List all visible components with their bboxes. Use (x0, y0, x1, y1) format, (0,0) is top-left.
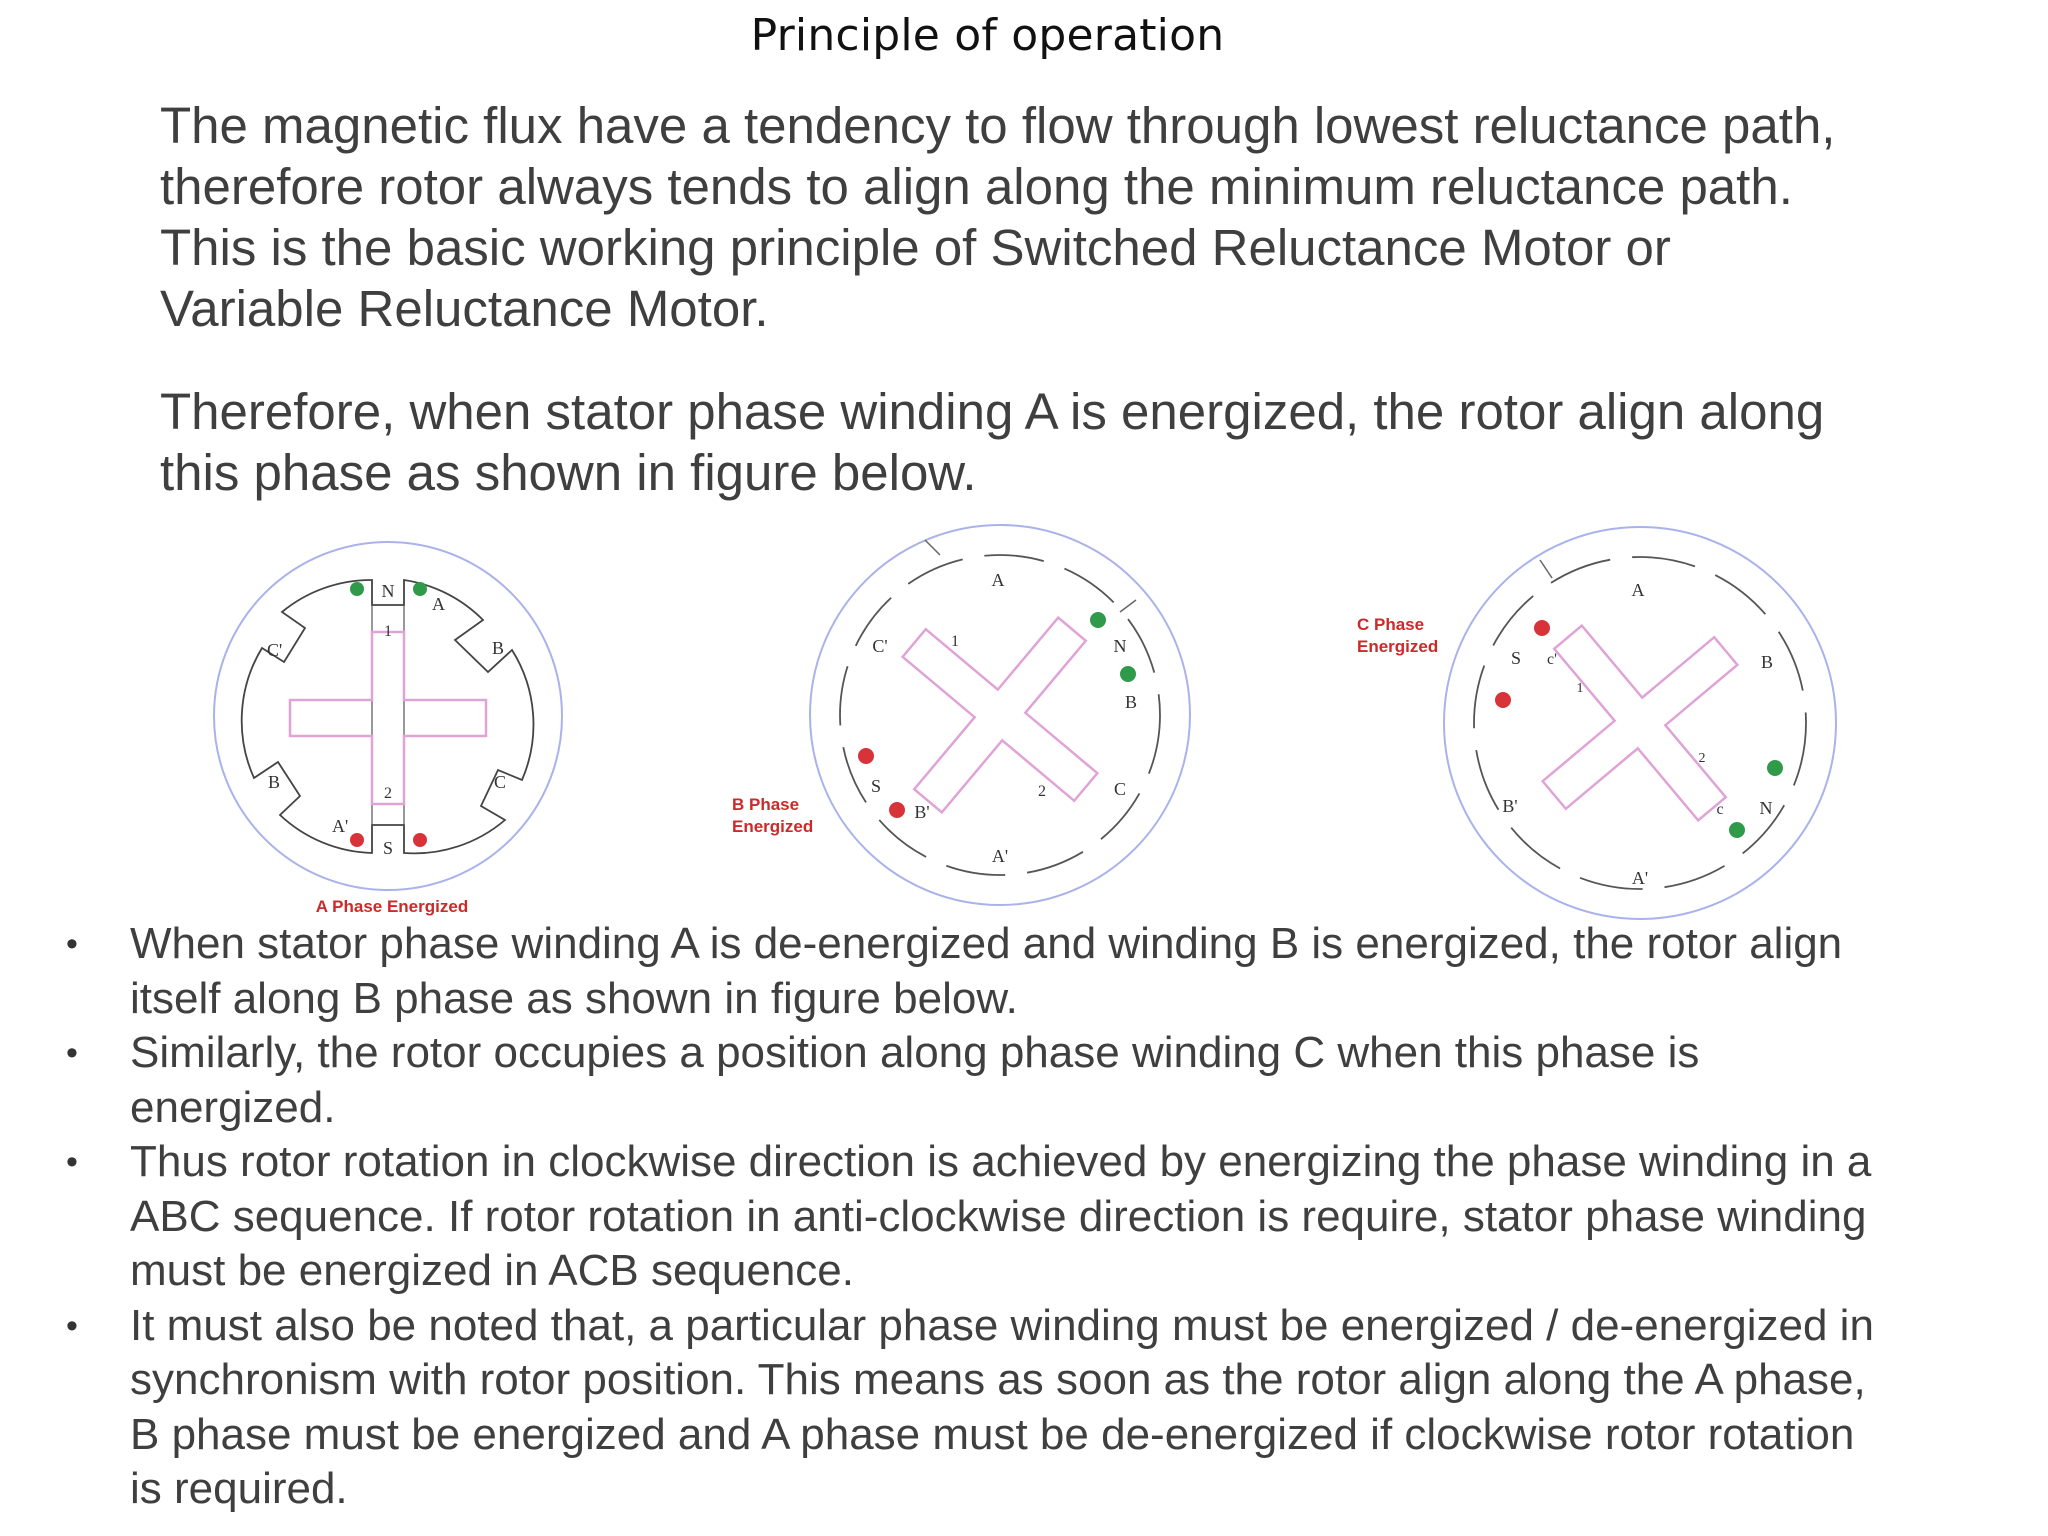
pole-label-b-prime: B' (1502, 796, 1518, 816)
energized-conductor-dot (889, 802, 905, 818)
energized-conductor-dot (1495, 692, 1511, 708)
return-conductor-dot (350, 582, 364, 596)
bullet-line: B phase must be energized and A phase must be de-energized if clockwise rotor rotation (130, 1409, 1855, 1459)
energized-conductor-dot (413, 833, 427, 847)
stator-poles (1474, 557, 1806, 889)
pole-guide-lines (925, 540, 1136, 612)
pole-label-c-prime: C' (872, 636, 888, 656)
intro-line: This is the basic working principle of Switched Reluctance Motor or (160, 219, 1671, 276)
pole-label-b: B (1124, 692, 1138, 712)
rotor-label-1: 1 (951, 633, 959, 650)
bullet-list (60, 917, 1960, 1517)
figure-caption-line-1: C Phase (1357, 615, 1425, 634)
intro-line: therefore rotor always tends to align along the minimum reluctance path. (160, 158, 1793, 215)
pole-label-a-prime: A' (1631, 868, 1649, 888)
bullet-line: Thus rotor rotation in clockwise direction is achieved by energizing the phase winding in a (130, 1137, 1872, 1186)
figure-b-phase (732, 525, 1190, 905)
pole-label-b: B (1760, 652, 1774, 672)
rotor-label-1: 1 (1576, 681, 1584, 696)
energized-conductor-dot (350, 833, 364, 847)
rotor-label-1: 1 (384, 623, 392, 640)
rotor-label-2: 2 (384, 785, 392, 802)
page-title: Principle of operation (750, 10, 1225, 61)
bullet-item (60, 1026, 1960, 1135)
figure-caption-line-2: Energized (732, 817, 814, 836)
pole-label-a-prime: A' (991, 846, 1009, 866)
energized-conductor-dot (858, 748, 874, 764)
return-conductor-dot (1767, 760, 1783, 776)
bullet-item (60, 1135, 1960, 1299)
return-conductor-dot (1090, 612, 1106, 628)
bullet-line: ABC sequence. If rotor rotation in anti-clockwise direction is require, stator phase winding (130, 1191, 1867, 1241)
gap-label-s: S (1510, 648, 1522, 668)
rotor-label-2: 2 (1038, 783, 1046, 800)
gap-label-n: N (1759, 798, 1773, 818)
pole-label-b: B (492, 638, 505, 658)
gap-label-n: N (1113, 636, 1127, 656)
figure-caption-line-1: B Phase (732, 795, 800, 814)
bullet-line: Similarly, the rotor occupies a position along phase winding C when this phase is (130, 1028, 1700, 1077)
bullet-line: energized. (130, 1082, 336, 1132)
stator-poles (840, 555, 1160, 875)
bullet-item (60, 917, 1960, 1026)
phase-a-line: Therefore, when stator phase winding A is energized, the rotor align along (160, 383, 1825, 440)
figure-caption: A Phase Energized (315, 897, 469, 916)
bullet-marker: • (66, 1034, 78, 1072)
pole-label-a: A (991, 570, 1005, 590)
bullet-marker: • (66, 1143, 78, 1181)
figure-caption-line-2: Energized (1357, 637, 1439, 656)
gap-label-s: S (870, 776, 882, 796)
return-conductor-dot (1729, 822, 1745, 838)
phase-a-line: this phase as shown in figure below. (160, 444, 977, 501)
pole-label-c-prime: c' (1547, 651, 1557, 668)
bullet-line: itself along B phase as shown in figure below. (130, 973, 1018, 1023)
intro-line: Variable Reluctance Motor. (160, 280, 769, 337)
return-conductor-dot (1120, 666, 1136, 682)
bullet-marker: • (66, 925, 78, 963)
pole-label-c: C (1113, 779, 1127, 799)
pole-label-b-lower: B (268, 772, 281, 792)
gap-label-n: N (381, 581, 395, 601)
energized-conductor-dot (1534, 620, 1550, 636)
bullet-line: synchronism with rotor position. This means as soon as the rotor align along the A phase, (130, 1355, 1866, 1404)
pole-label-c-prime: C' (267, 640, 283, 660)
bullet-line: When stator phase winding A is de-energized and winding B is energized, the rotor align (130, 919, 1843, 968)
return-conductor-dot (413, 582, 427, 596)
pole-label-c: c (1716, 801, 1724, 818)
rotor-cross (842, 557, 1158, 873)
bullet-item (60, 1299, 1960, 1517)
pole-guide-lines (1540, 560, 1552, 578)
rotor-cross (1482, 565, 1798, 881)
bullet-line: must be energized in ACB sequence. (130, 1246, 855, 1295)
pole-label-a: A (1631, 580, 1645, 600)
figure-a-phase (214, 542, 562, 916)
pole-label-a-prime: A' (332, 816, 349, 836)
pole-label-b-prime: B' (914, 802, 930, 822)
pole-label-c: C (494, 772, 507, 792)
bullet-line: is required. (130, 1464, 348, 1513)
pole-label-a: A (432, 594, 445, 614)
rotor-label-2: 2 (1698, 751, 1706, 766)
figure-c-phase (1357, 527, 1836, 919)
stator-poles (242, 580, 534, 853)
bullet-marker: • (66, 1306, 78, 1345)
gap-label-s: S (382, 838, 394, 858)
rotor-cross (290, 632, 486, 804)
bullet-line: It must also be noted that, a particular phase winding must be energized / de-energized in (130, 1300, 1874, 1350)
intro-line: The magnetic flux have a tendency to flow through lowest reluctance path, (160, 97, 1836, 154)
